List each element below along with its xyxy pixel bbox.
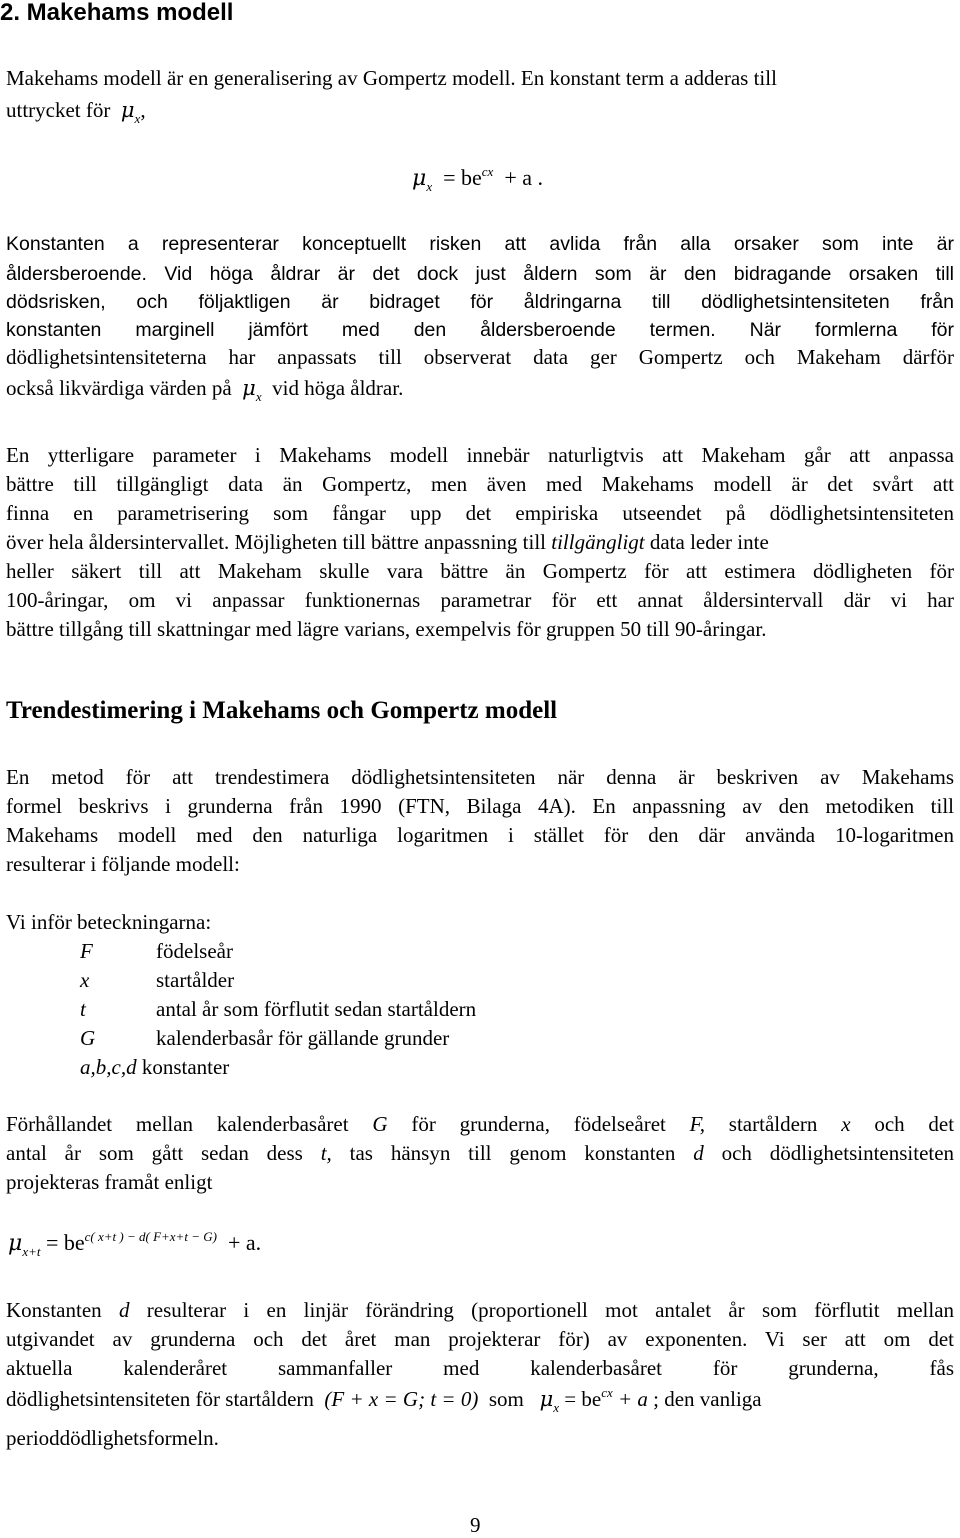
mu-symbol: μ: [120, 98, 135, 122]
para1-line-4: konstanten marginell jämfört med den åldersberoende termen. När formlerna för: [6, 319, 954, 341]
makeham-formula: [412, 163, 543, 196]
formula1-mu: μ: [412, 166, 427, 191]
notation-description: födelseår: [156, 939, 233, 963]
para2-line-2: bättre till tillgängligt data än Gompertz, men även med Makehams modell är det svårt att: [6, 472, 954, 496]
para5-formula-rest: + a: [617, 1387, 648, 1411]
para1-line-2: åldersberoende. Vid höga åldrar är det dock just åldern som är den bidragande orsaken till: [6, 263, 954, 285]
para4-text: för grunderna, födelseåret: [411, 1112, 666, 1136]
para1-line-6: [6, 374, 954, 405]
para2-line-3: finna en parametrisering som fångar upp det empiriska utseendet på dödlighetsintensiteten: [6, 501, 954, 525]
formula2-mu: μ: [8, 1231, 23, 1256]
para3-line-2: formel beskrivs i grunderna från 1990 (FTN, Bilaga 4A). En anpassning av den metodiken till: [6, 794, 954, 818]
para4-symbol-t: t,: [320, 1141, 332, 1165]
para5-text: resulterar i en linjär förändring (proportionell mot antalet år som förflutit mellan: [146, 1298, 955, 1322]
intro-comma: ,: [140, 98, 146, 122]
para5-line-2: utgivandet av grunderna och det året man projekterar för) av exponenten. Vi ser att om det: [6, 1327, 954, 1351]
para2-line4-text: över hela åldersintervallet. Möjligheten till bättre anpassning till: [6, 530, 547, 554]
notation-constants-symbol: a,b,c,d: [80, 1055, 137, 1079]
notation-symbol: t: [80, 997, 86, 1021]
para2-italic-word: tillgängligt: [551, 530, 645, 554]
para3-line-3: Makehams modell med den naturliga logaritmen i stället för den där använda 10-logaritmen: [6, 823, 954, 847]
para4-text: Förhållandet mellan kalenderbasåret: [6, 1112, 349, 1136]
notation-constants-description: konstanter: [141, 1055, 230, 1079]
para4-line-2: [6, 1139, 954, 1167]
para4-text: startåldern: [728, 1112, 818, 1136]
para5-mu-sub: x: [553, 1400, 560, 1415]
para4-text: antal år som gått sedan dess: [6, 1141, 303, 1165]
notation-description: kalenderbasår för gällande grunder: [156, 1026, 450, 1050]
formula2-eq: = be: [45, 1230, 85, 1255]
subsection-heading: Trendestimering i Makehams och Gompertz modell: [6, 697, 558, 724]
para4-symbol-G: G: [372, 1112, 388, 1136]
para2-line-7: bättre tillgång till skattningar med lägre varians, exempelvis för gruppen 50 till 90-åringar.: [6, 617, 767, 641]
para1-line-3: dödsrisken, och följaktligen är bidraget för åldringarna till dödlighetsintensiteten från: [6, 291, 954, 313]
para3-line-4: resulterar i följande modell:: [6, 852, 240, 876]
para5-text: Konstanten: [6, 1298, 102, 1322]
para1-last-suffix: vid höga åldrar.: [272, 376, 404, 400]
para4-text: och dödlighetsintensiteten: [721, 1141, 955, 1165]
intro-line-1: Makehams modell är en generalisering av Gompertz modell. En konstant term a adderas till: [6, 66, 777, 90]
para5-symbol-d: d: [118, 1298, 130, 1322]
para1-mu: μ: [242, 376, 256, 400]
para3-line-1: En metod för att trendestimera dödlighetsintensiteten när denna är beskriven av Makehams: [6, 765, 954, 789]
para5-line-1: [6, 1296, 954, 1324]
para5-line-5: perioddödlighetsformeln.: [6, 1426, 219, 1450]
para1-line-5: dödlighetsintensiteterna har anpassats till observerat data ger Gompertz och Makeham därför: [6, 345, 954, 369]
mu-subscript: x: [134, 111, 141, 126]
formula2-rest: + a.: [227, 1230, 262, 1255]
para1-last-prefix: också likvärdiga värden på: [6, 376, 232, 400]
para1-mu-sub: x: [255, 389, 262, 404]
para5-formula-sup: cx: [601, 1385, 613, 1400]
section-heading: 2. Makehams modell: [0, 0, 234, 26]
para4-text: och det: [874, 1112, 955, 1136]
intro-prefix: uttrycket för: [6, 98, 111, 122]
formula1-sup: cx: [481, 164, 494, 179]
para5-line-3: aktuella kalenderåret sammanfaller med kalenderbasåret för grunderna, fås: [6, 1356, 954, 1380]
para2-line-6: 100-åringar, om vi anpassar funktionernas parametrar för ett annat åldersintervall där vi har: [6, 588, 954, 612]
para5-text: dödlighetsintensiteten för startåldern: [6, 1387, 314, 1411]
notation-description: antal år som förflutit sedan startåldern: [156, 997, 477, 1021]
para2-line-1: En ytterligare parameter i Makehams modell innebär naturligtvis att Makeham går att anpassa: [6, 443, 954, 467]
formula2-sub: x+t: [22, 1244, 41, 1259]
para2-line4-suffix: data leder inte: [649, 530, 769, 554]
para4-symbol-x: x: [841, 1112, 851, 1136]
para5-text: som: [488, 1387, 524, 1411]
formula1-sub: x: [426, 179, 433, 194]
para2-line-4: [6, 528, 954, 556]
formula1-eq: = be: [443, 165, 482, 190]
para4-symbol-d: d: [693, 1141, 704, 1165]
para4-line-1: [6, 1110, 954, 1138]
para4-line-3: projekteras framåt enligt: [6, 1170, 213, 1194]
para5-formula-eq: = be: [564, 1387, 602, 1411]
page-number: 9: [470, 1513, 481, 1537]
notation-symbol: F: [80, 939, 93, 963]
formula1-rest: + a .: [504, 165, 543, 190]
notation-description: startålder: [156, 968, 235, 992]
para4-symbol-F: F,: [689, 1112, 706, 1136]
para5-condition: (F + x = G; t = 0): [324, 1387, 479, 1411]
notation-intro: Vi inför beteckningarna:: [6, 910, 212, 934]
formula2-sup: c( x+t ) − d( F+x+t − G): [84, 1229, 217, 1244]
notation-symbol: G: [80, 1026, 96, 1050]
notation-symbol: x: [80, 968, 90, 992]
para4-text: tas hänsyn till genom konstanten: [349, 1141, 676, 1165]
para5-line-4: [6, 1385, 954, 1416]
para1-line-1: Konstanten a representerar konceptuellt risken att avlida från alla orsaker som inte är: [6, 233, 954, 255]
trend-formula: [8, 1228, 261, 1261]
intro-line-2: [6, 96, 954, 127]
para5-mu: μ: [539, 1387, 554, 1411]
para5-text: ; den vanliga: [653, 1387, 762, 1411]
para2-line-5: heller säkert till att Makeham skulle vara bättre än Gompertz för att estimera dödligheten för: [6, 559, 954, 583]
